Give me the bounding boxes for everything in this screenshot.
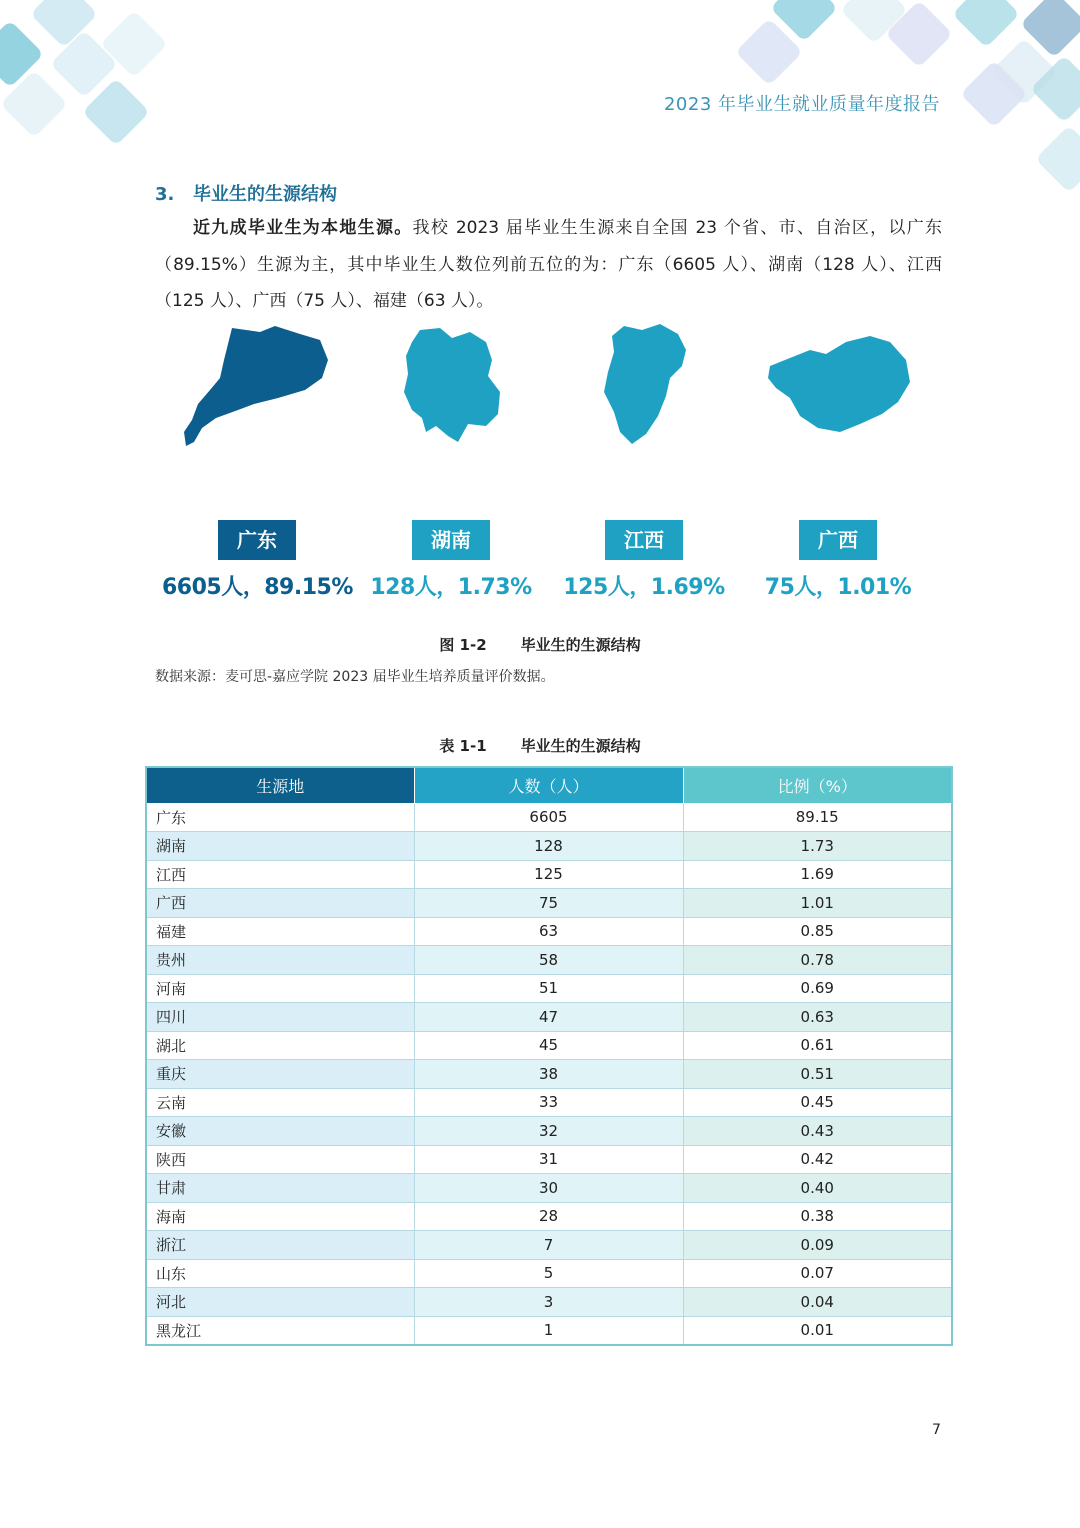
- section-title-text: 毕业生的生源结构: [193, 184, 337, 205]
- table-row: [146, 1003, 952, 1032]
- cell-count: 38: [414, 1060, 683, 1089]
- figure-caption-text: 毕业生的生源结构: [520, 636, 641, 654]
- guangxi-map-icon: [768, 336, 910, 432]
- table-label: 表 1-1: [439, 737, 487, 755]
- cell-count: 28: [414, 1202, 683, 1231]
- table-row: [146, 1117, 952, 1146]
- province-tag: 江西: [605, 520, 683, 560]
- table-row: [146, 803, 952, 832]
- cell-origin: 云南: [146, 1088, 414, 1117]
- cell-ratio: 0.85: [683, 917, 952, 946]
- cell-ratio: 0.07: [683, 1259, 952, 1288]
- cell-ratio: 0.45: [683, 1088, 952, 1117]
- cell-ratio: 0.38: [683, 1202, 952, 1231]
- cell-count: 75: [414, 889, 683, 918]
- cell-origin: 安徽: [146, 1117, 414, 1146]
- cell-ratio: 0.40: [683, 1174, 952, 1203]
- cell-ratio: 0.42: [683, 1145, 952, 1174]
- table-row: [146, 889, 952, 918]
- cell-origin: 湖南: [146, 832, 414, 861]
- cell-count: 30: [414, 1174, 683, 1203]
- cell-ratio: 0.43: [683, 1117, 952, 1146]
- province-maps: [150, 320, 940, 460]
- table-row: [146, 1316, 952, 1345]
- table-header-row: [146, 767, 952, 803]
- cell-ratio: 0.63: [683, 1003, 952, 1032]
- province-tag: 广东: [218, 520, 296, 560]
- cell-count: 1: [414, 1316, 683, 1345]
- hunan-map-icon: [404, 328, 500, 442]
- cell-origin: 浙江: [146, 1231, 414, 1260]
- cell-ratio: 0.04: [683, 1288, 952, 1317]
- table-row: [146, 1174, 952, 1203]
- table-row: [146, 860, 952, 889]
- cell-origin: 广东: [146, 803, 414, 832]
- cell-ratio: 1.69: [683, 860, 952, 889]
- cell-count: 128: [414, 832, 683, 861]
- cell-count: 63: [414, 917, 683, 946]
- cell-count: 7: [414, 1231, 683, 1260]
- table-row: [146, 1259, 952, 1288]
- table-row: [146, 1202, 952, 1231]
- cell-origin: 河南: [146, 974, 414, 1003]
- header-origin: 生源地: [146, 767, 414, 803]
- origin-table: [145, 766, 953, 1346]
- cell-ratio: 0.51: [683, 1060, 952, 1089]
- data-source-note: 数据来源：麦可思-嘉应学院 2023 届毕业生培养质量评价数据。: [155, 669, 555, 685]
- province-stat: 125人，1.69%: [563, 575, 725, 600]
- figure-label: 图 1-2: [439, 636, 487, 654]
- cell-count: 33: [414, 1088, 683, 1117]
- table-row: [146, 917, 952, 946]
- cell-count: 47: [414, 1003, 683, 1032]
- cell-ratio: 0.61: [683, 1031, 952, 1060]
- cell-origin: 贵州: [146, 946, 414, 975]
- table-row: [146, 1060, 952, 1089]
- cell-origin: 四川: [146, 1003, 414, 1032]
- cell-count: 125: [414, 860, 683, 889]
- table-row: [146, 1088, 952, 1117]
- cell-origin: 甘肃: [146, 1174, 414, 1203]
- guangdong-map-icon: [184, 326, 328, 446]
- running-header: 2023 年毕业生就业质量年度报告: [663, 94, 940, 115]
- province-tag: 湖南: [412, 520, 490, 560]
- cell-ratio: 0.69: [683, 974, 952, 1003]
- province-card-hunan: [356, 520, 546, 601]
- jiangxi-map-icon: [604, 324, 686, 444]
- province-card-jiangxi: [549, 520, 739, 601]
- header-ratio: 比例（%）: [683, 767, 952, 803]
- province-stat: 75人，1.01%: [764, 575, 912, 600]
- province-card-guangdong: [162, 520, 352, 601]
- section-number: 3.: [155, 184, 175, 205]
- cell-origin: 江西: [146, 860, 414, 889]
- cell-count: 3: [414, 1288, 683, 1317]
- cell-origin: 陕西: [146, 1145, 414, 1174]
- cell-ratio: 0.78: [683, 946, 952, 975]
- cell-count: 31: [414, 1145, 683, 1174]
- cell-origin: 重庆: [146, 1060, 414, 1089]
- cell-origin: 湖北: [146, 1031, 414, 1060]
- cell-count: 51: [414, 974, 683, 1003]
- cell-ratio: 0.01: [683, 1316, 952, 1345]
- province-tag: 广西: [799, 520, 877, 560]
- table-row: [146, 1288, 952, 1317]
- table-row: [146, 832, 952, 861]
- figure-caption: [0, 634, 1080, 655]
- cell-ratio: 1.01: [683, 889, 952, 918]
- table-row: [146, 1145, 952, 1174]
- table-row: [146, 1031, 952, 1060]
- section-title: [155, 180, 337, 206]
- cell-count: 5: [414, 1259, 683, 1288]
- table-row: [146, 974, 952, 1003]
- cell-count: 58: [414, 946, 683, 975]
- cell-origin: 山东: [146, 1259, 414, 1288]
- table-caption-text: 毕业生的生源结构: [520, 737, 641, 755]
- cell-count: 32: [414, 1117, 683, 1146]
- page-number: 7: [932, 1422, 941, 1438]
- intro-paragraph: [155, 210, 942, 320]
- province-stat: 6605人，89.15%: [162, 575, 353, 600]
- cell-ratio: 89.15: [683, 803, 952, 832]
- cell-origin: 广西: [146, 889, 414, 918]
- province-stat: 128人，1.73%: [370, 575, 532, 600]
- cell-count: 45: [414, 1031, 683, 1060]
- table-caption: [0, 735, 1080, 756]
- cell-count: 6605: [414, 803, 683, 832]
- cell-ratio: 1.73: [683, 832, 952, 861]
- header-count: 人数（人）: [414, 767, 683, 803]
- cell-origin: 福建: [146, 917, 414, 946]
- province-card-guangxi: [743, 520, 933, 601]
- intro-lead: 近九成毕业生为本地生源。: [193, 218, 413, 238]
- table-row: [146, 1231, 952, 1260]
- cell-origin: 海南: [146, 1202, 414, 1231]
- cell-ratio: 0.09: [683, 1231, 952, 1260]
- cell-origin: 黑龙江: [146, 1316, 414, 1345]
- intro-body: 我校 2023 届毕业生生源来自全国 23 个省、市、自治区，以广东（89.15%）生源为主，其中毕业生人数位列前五位的为：广东（6605 人）、湖南（128 人）、江西（125 人）、广西（75 人）、福建（63 人）。: [155, 218, 943, 311]
- cell-origin: 河北: [146, 1288, 414, 1317]
- table-row: [146, 946, 952, 975]
